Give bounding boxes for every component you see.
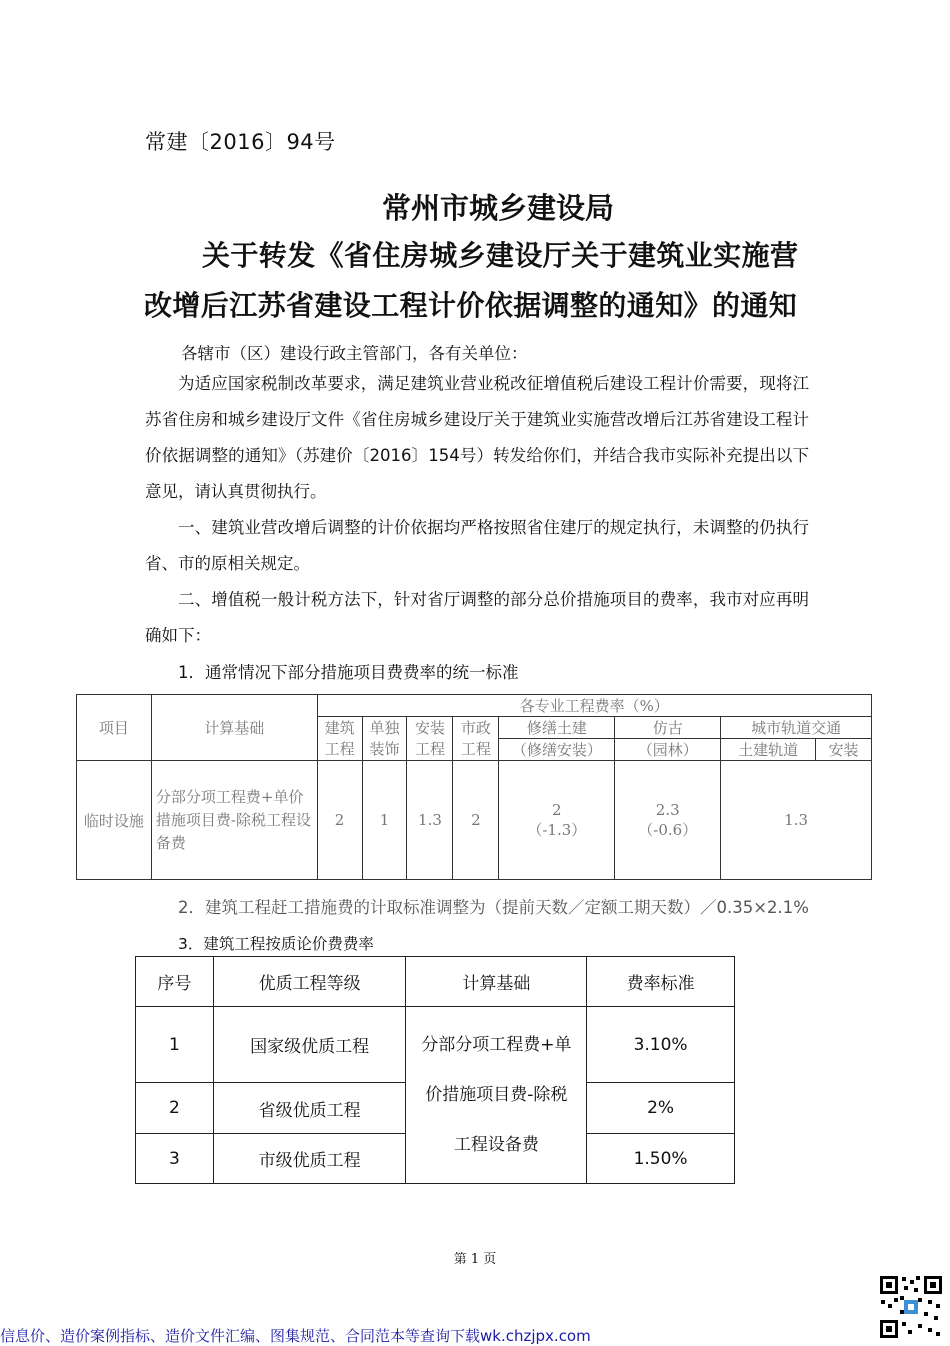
page-footer: 第 1 页: [453, 1252, 497, 1267]
basis-line-3: 工程设备费: [453, 1135, 539, 1155]
value-guidao: 1.3: [721, 761, 872, 880]
row-3-no: 3: [136, 1134, 214, 1184]
value-fanggu: [615, 761, 721, 880]
value-fanggu-sub: （-0.6）: [638, 820, 698, 839]
header-fanggu-sub: （园林）: [615, 739, 721, 761]
value-fanggu-main: 2.3: [655, 800, 680, 819]
basis-merged-cell: [406, 1007, 587, 1184]
bottom-banner-link[interactable]: 信息价、造价案例指标、造价文件汇编、图集规范、合同范本等查询下载wk.chzjpx.com: [0, 1327, 591, 1345]
row-1-rate: 3.10%: [587, 1007, 735, 1083]
header-basis: 计算基础: [406, 957, 587, 1007]
row-1-no: 1: [136, 1007, 214, 1083]
paragraph-2: 一、建筑业营改增后调整的计价依据均严格按照省住建厅的规定执行，未调整的仍执行省、市的原相关规定。: [145, 518, 809, 573]
header-jianzhu: 建筑工程: [317, 717, 362, 761]
value-xiushan-sub: （-1.3）: [527, 820, 587, 839]
document-number: 常建〔2016〕94号: [145, 130, 336, 154]
row-1-level: 国家级优质工程: [213, 1007, 406, 1083]
basis-line-1: 分部分项工程费+单: [421, 1035, 572, 1055]
header-guidao-tujian: 土建轨道: [721, 739, 816, 761]
header-level: 优质工程等级: [213, 957, 406, 1007]
header-no: 序号: [136, 957, 214, 1007]
row-2-level: 省级优质工程: [213, 1083, 406, 1134]
row-basis: 分部分项工程费+单价措施项目费-除税工程设备费: [151, 761, 317, 880]
header-xiushan: 修缮土建: [499, 717, 615, 739]
header-dandu: 单独装饰: [362, 717, 407, 761]
header-basis: 计算基础: [151, 695, 317, 761]
header-anzhuang: 安装工程: [407, 717, 453, 761]
header-fanggu: 仿古: [615, 717, 721, 739]
item-3-heading: 3．建筑工程按质论价费费率: [178, 935, 374, 953]
qr-code-icon: [878, 1274, 944, 1340]
row-3-rate: 1.50%: [587, 1134, 735, 1184]
title-line-1: 常州市城乡建设局: [381, 191, 614, 225]
value-xiushan: [499, 761, 615, 880]
item-2: 2．建筑工程赶工措施费的计取标准调整为（提前天数／定额工期天数）／0.35×2.1%: [178, 898, 809, 917]
header-group: 各专业工程费率（%）: [317, 695, 871, 717]
row-temporary-facilities: 临时设施: [77, 761, 152, 880]
header-guidao-anzhuang: 安装: [816, 739, 872, 761]
value-xiushan-main: 2: [552, 800, 562, 819]
salutation: 各辖市（区）建设行政主管部门，各有关单位：: [181, 344, 528, 363]
basis-line-2: 价措施项目费-除税: [425, 1085, 568, 1105]
title-line-2: 关于转发《省住房城乡建设厅关于建筑业实施营: [202, 239, 799, 272]
paragraph-1: 为适应国家税制改革要求，满足建筑业营业税改征增值税后建设工程计价需要，现将江苏省住房和城乡建设厅文件《省住房城乡建设厅关于建筑业实施营改增后江苏省建设工程计价依据调整的通知》（苏建价〔2016〕154号）转发给你们，并结合我市实际补充提出以下意见，请认真贯彻执行。: [145, 374, 809, 501]
item-1-heading: 1．通常情况下部分措施项目费费率的统一标准: [178, 663, 519, 682]
row-2-no: 2: [136, 1083, 214, 1134]
rate-table-1: [76, 694, 872, 880]
value-dandu: 1: [362, 761, 407, 880]
header-shizheng: 市政工程: [453, 717, 499, 761]
row-2-rate: 2%: [587, 1083, 735, 1134]
title-line-3: 改增后江苏省建设工程计价依据调整的通知》的通知: [144, 289, 798, 322]
value-jianzhu: 2: [317, 761, 362, 880]
header-rate: 费率标准: [587, 957, 735, 1007]
header-project: 项目: [77, 695, 152, 761]
header-guidao: 城市轨道交通: [721, 717, 872, 739]
value-anzhuang: 1.3: [407, 761, 453, 880]
value-shizheng: 2: [453, 761, 499, 880]
row-3-level: 市级优质工程: [213, 1134, 406, 1184]
quality-rate-table: [135, 956, 735, 1184]
paragraph-3: 二、增值税一般计税方法下，针对省厅调整的部分总价措施项目的费率，我市对应再明确如下：: [145, 590, 809, 645]
header-xiushan-sub: （修缮安装）: [499, 739, 615, 761]
